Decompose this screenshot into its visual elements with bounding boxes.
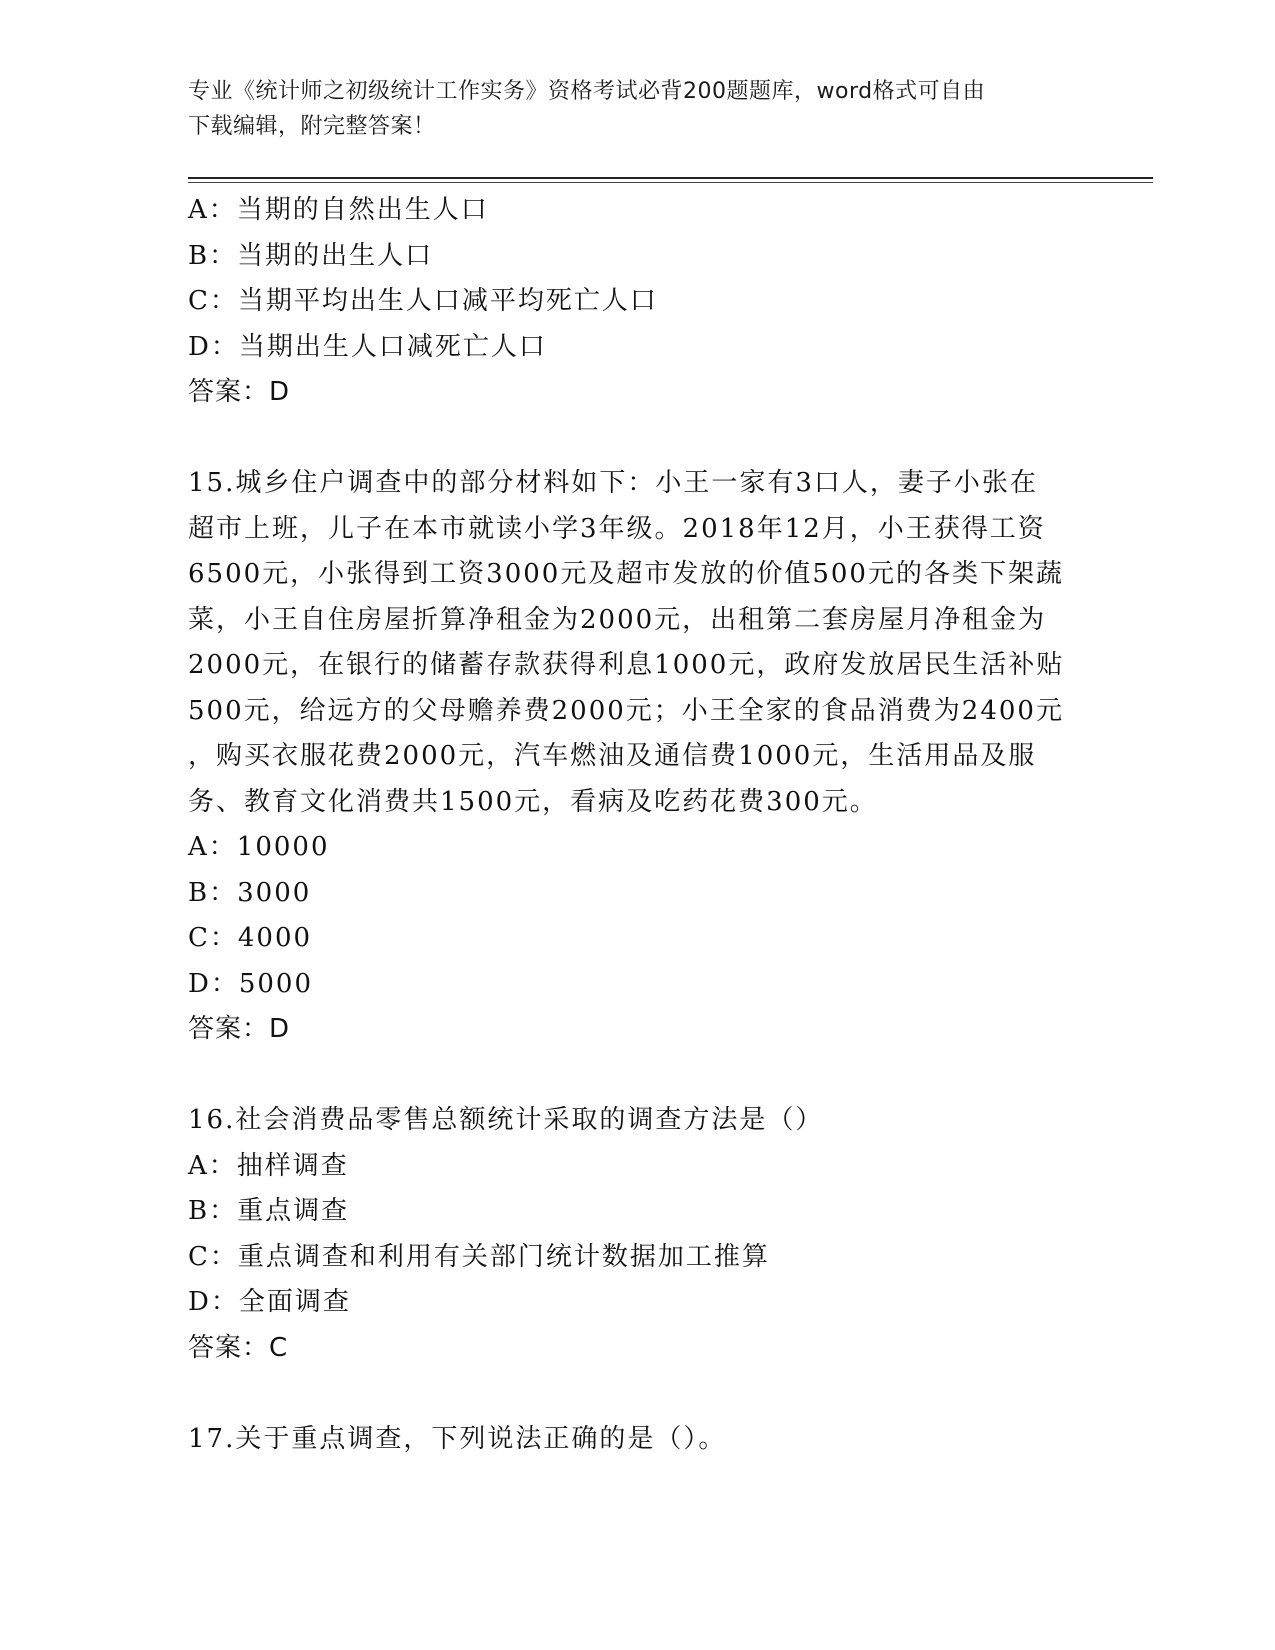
option-d: D：全面调查 xyxy=(188,1287,351,1317)
question-15-line-1: 15.城乡住户调查中的部分材料如下：小王一家有3口人，妻子小张在 xyxy=(188,468,1038,498)
option-b: B：3000 xyxy=(188,877,312,908)
question-16-text: 16.社会消费品零售总额统计采取的调查方法是（） xyxy=(188,1105,824,1135)
question-15-line-4: 菜，小王自住房屋折算净租金为2000元，出租第二套房屋月净租金为 xyxy=(188,604,1047,635)
option-a: A：10000 xyxy=(188,832,330,862)
option-a: A：抽样调查 xyxy=(188,1150,349,1181)
question-15-options xyxy=(188,825,1088,1007)
question-15-text xyxy=(188,461,1088,825)
header-divider-thin xyxy=(188,182,1153,183)
question-15-line-2: 超市上班，儿子在本市就读小学3年级。2018年12月，小王获得工资 xyxy=(188,513,1046,544)
question-15-line-3: 6500元，小张得到工资3000元及超市发放的价值500元的各类下架蔬 xyxy=(188,559,1064,589)
option-c: C：4000 xyxy=(188,923,313,953)
question-16-options xyxy=(188,1144,1088,1326)
spacer xyxy=(188,1371,1088,1417)
header-line-1: 专业《统计师之初级统计工作实务》资格考试必背200题题库，word格式可自由 xyxy=(188,79,986,104)
question-15-line-5: 2000元，在银行的储蓄存款获得利息1000元，政府发放居民生活补贴 xyxy=(188,650,1065,680)
option-b: B：重点调查 xyxy=(188,1196,350,1226)
option-d: D：5000 xyxy=(188,968,314,999)
question-content xyxy=(188,188,1088,1462)
question-15-line-6: 500元，给远方的父母赡养费2000元；小王全家的食品消费为2400元 xyxy=(188,695,1064,726)
spacer xyxy=(188,1053,1088,1099)
header-line-2: 下载编辑，附完整答案！ xyxy=(188,114,436,139)
page-header xyxy=(188,74,1068,144)
question-14-answer: 答案：D xyxy=(188,377,291,407)
question-14-options xyxy=(188,188,1088,370)
option-b: B：当期的出生人口 xyxy=(188,240,434,271)
question-17-text: 17.关于重点调查，下列说法正确的是（）。 xyxy=(188,1423,727,1454)
question-15-answer: 答案：D xyxy=(188,1014,291,1044)
question-15-line-7: ，购买衣服花费2000元，汽车燃油及通信费1000元，生活用品及服 xyxy=(188,741,1037,771)
question-16-answer: 答案：C xyxy=(188,1332,289,1363)
option-a: A：当期的自然出生人口 xyxy=(188,195,489,225)
option-c: C：当期平均出生人口减平均死亡人口 xyxy=(188,286,658,316)
option-c: C：重点调查和利用有关部门统计数据加工推算 xyxy=(188,1241,770,1272)
header-divider-thick xyxy=(188,177,1153,179)
option-d: D：当期出生人口减死亡人口 xyxy=(188,331,547,362)
spacer xyxy=(188,416,1088,462)
question-15-line-8: 务、教育文化消费共1500元，看病及吃药花费300元。 xyxy=(188,786,878,817)
